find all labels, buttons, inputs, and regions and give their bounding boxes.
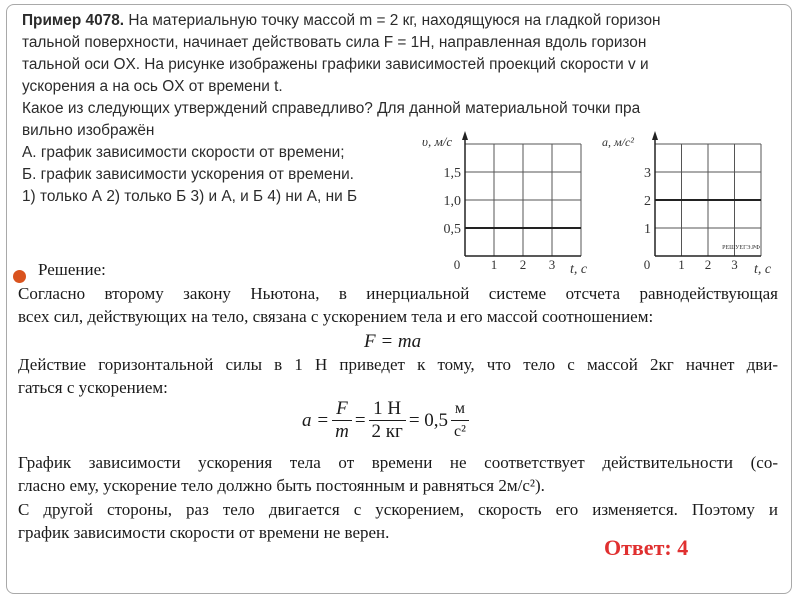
fraction-units <box>451 398 469 443</box>
solution-p1-line2: всех сил, действующих на тело, связана с ускорением тела и его массой соотношением: <box>18 307 654 326</box>
velocity-y-tick-label: 1,5 <box>443 166 461 181</box>
velocity-ylabel: υ, м/с <box>422 134 453 149</box>
velocity-y-arrow <box>462 131 468 140</box>
solution-p1-line1: Согласно второму закону Ньютона, в инерциальной системе отсчета равнодействующая <box>18 283 778 303</box>
solution-p2-line1: Действие горизонтальной силы в 1 Н приведет к тому, что тело с массой 2кг начнет дви- <box>18 354 778 374</box>
acceleration-graph <box>598 128 798 278</box>
solution-p2-line2: гаться с ускорением: <box>18 378 168 397</box>
acceleration-y-tick-label: 2 <box>644 194 651 209</box>
acceleration-ylabel: a, м/с² <box>602 135 634 149</box>
acceleration-x-tick-label: 0 <box>643 257 651 272</box>
velocity-x-tick-label: 1 <box>490 257 498 272</box>
solution-p3-line1: График зависимости ускорения тела от времени не соответствует действительности (со- <box>18 452 778 472</box>
solution-p4-line1: С другой стороны, раз тело двигается с ускорением, скорость его изменяется. Поэтому и <box>18 499 778 519</box>
task-line-1: Пример 4078. На материальную точку массой m = 2 кг, находящуюся на гладкой горизон <box>22 12 661 29</box>
formula-lhs: a = <box>302 409 330 431</box>
task-title: Пример 4078. <box>22 12 125 29</box>
velocity-graph <box>418 128 618 278</box>
formula-newton <box>364 331 421 353</box>
solution-p3-line2: гласно ему, ускорение тело должно быть постоянным и равняться 2м/с²). <box>18 476 545 495</box>
velocity-x-tick-label: 2 <box>519 257 527 272</box>
acceleration-y-arrow <box>652 131 658 140</box>
fraction-f-m <box>332 398 352 443</box>
velocity-grid <box>465 144 581 256</box>
task-line-3: тальной оси OX. На рисунке изображены графики зависимостей проекций скорости v и <box>22 56 649 73</box>
statement-b: Б. график зависимости ускорения от времени. <box>22 166 354 183</box>
formula-result: = 0,5 <box>408 409 449 431</box>
acceleration-y-tick-label: 3 <box>644 166 651 181</box>
acceleration-x-tick-label: 1 <box>678 257 685 272</box>
acceleration-x-tick-label: 3 <box>731 257 738 272</box>
fraction-units-num: м <box>454 400 466 417</box>
fraction-f-den: m <box>332 420 352 443</box>
velocity-y-tick-label: 0,5 <box>443 222 461 237</box>
acceleration-x-tick-label: 2 <box>704 257 712 272</box>
task-line-2: тальной поверхности, начинает действовать сила F = 1Н, направленная вдоль горизон <box>22 34 647 51</box>
velocity-graph-svg <box>418 128 618 278</box>
acceleration-graph-svg <box>598 128 798 278</box>
task-line-4: ускорения a на ось OX от времени t. <box>22 78 283 95</box>
statement-a: А. график зависимости скорости от времени; <box>22 144 345 161</box>
task-line-5: Какое из следующих утверждений справедливо? Для данной материальной точки пра <box>22 100 641 117</box>
acceleration-y-tick-label: 1 <box>644 222 651 237</box>
solution-heading: Решение: <box>38 260 106 279</box>
fraction-values-den: 2 кг <box>369 420 406 443</box>
velocity-x-tick-label: 3 <box>548 257 556 272</box>
watermark-logo: РЕШУЕГЭ.РФ <box>722 245 760 251</box>
fraction-values <box>369 398 406 443</box>
fraction-f-num: F <box>336 398 348 419</box>
answer-text: Ответ: 4 <box>604 535 689 560</box>
formula-newton-text: F = ma <box>364 331 422 352</box>
answer-options: 1) только А 2) только Б 3) и А, и Б 4) ни А, ни Б <box>22 188 358 205</box>
formula-eq: = <box>354 409 366 431</box>
formula-acceleration <box>302 398 472 443</box>
fraction-values-num: 1 Н <box>373 398 402 419</box>
acceleration-xlabel: t, с <box>754 262 772 277</box>
velocity-xlabel: t, с <box>570 262 588 277</box>
task-line-6: вильно изображён <box>22 122 155 139</box>
velocity-y-tick-label: 1,0 <box>443 194 461 209</box>
fraction-units-den: с² <box>451 420 469 443</box>
velocity-x-tick-label: 0 <box>453 257 461 272</box>
solution-p4-line2: график зависимости скорости от времени не верен. <box>18 523 390 542</box>
